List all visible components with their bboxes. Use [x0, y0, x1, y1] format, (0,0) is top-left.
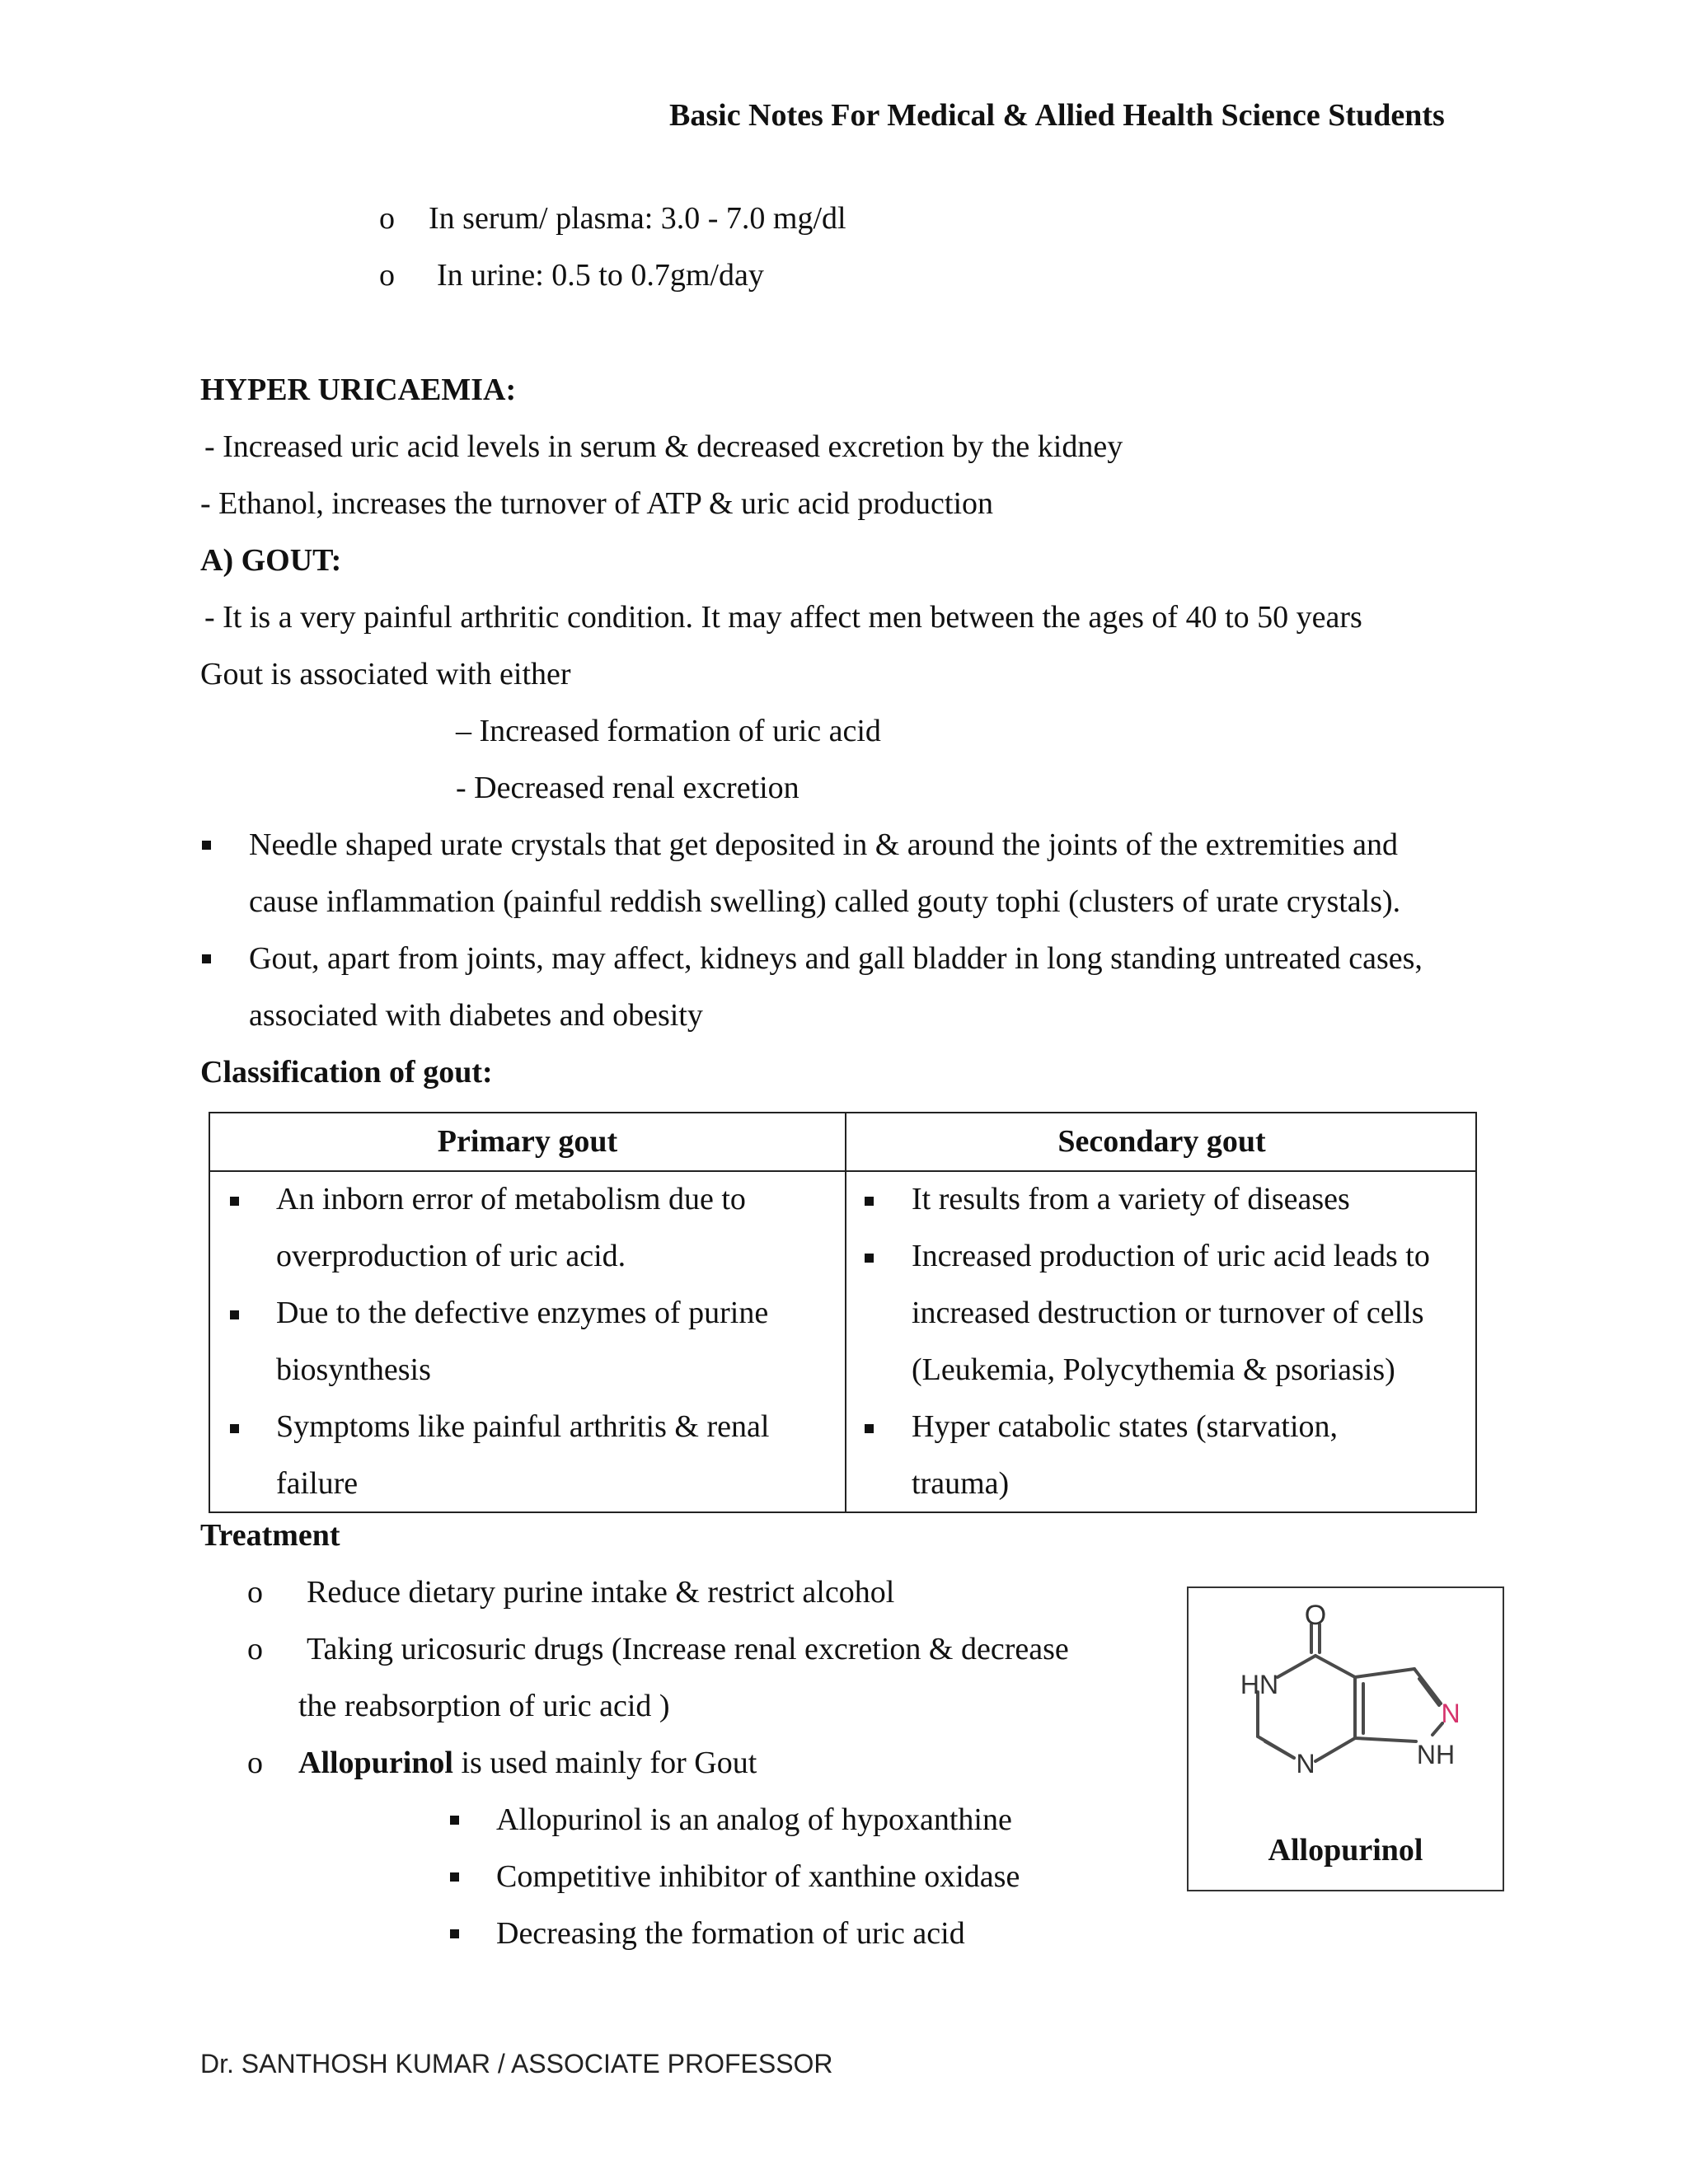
secondary-gout-header: Secondary gout: [1057, 1124, 1266, 1159]
square-bullet-icon: [202, 841, 211, 850]
secondary-gout-line: Hyper catabolic states (starvation,: [912, 1409, 1339, 1444]
treatment-heading: Treatment: [200, 1518, 340, 1553]
secondary-gout-line: (Leukemia, Polycythemia & psoriasis): [912, 1352, 1395, 1387]
nh-atom-label: NH: [1416, 1740, 1456, 1769]
secondary-gout-line: It results from a variety of diseases: [912, 1182, 1350, 1216]
square-bullet-icon: [450, 1872, 459, 1882]
treatment-item: Taking uricosuric drugs (Increase renal excretion & decrease: [307, 1632, 1069, 1666]
square-bullet-icon: [865, 1254, 874, 1263]
page-header: Basic Notes For Medical & Allied Health Science Students: [669, 98, 1445, 133]
gout-bullet-line: Needle shaped urate crystals that get deposited in & around the joints of the extremities and: [249, 827, 1398, 862]
square-bullet-icon: [230, 1310, 239, 1319]
gout-cause: – Increased formation of uric acid: [456, 714, 881, 748]
circle-bullet-icon: o: [379, 201, 395, 236]
gout-line: - It is a very painful arthritic condition. It may affect men between the ages of 40 to 50 years: [204, 600, 1362, 635]
gout-bullet-line: Gout, apart from joints, may affect, kidneys and gall bladder in long standing untreated cases,: [249, 941, 1423, 976]
allopurinol-sub-item: Allopurinol is an analog of hypoxanthine: [496, 1802, 1012, 1837]
allopurinol-bold: Allopurinol: [298, 1746, 453, 1780]
allopurinol-figure: [1187, 1586, 1504, 1891]
primary-gout-line: Due to the defective enzymes of purine: [276, 1296, 769, 1330]
classification-heading: Classification of gout:: [200, 1055, 493, 1090]
gout-bullet-line: associated with diabetes and obesity: [249, 998, 703, 1033]
primary-gout-line: An inborn error of metabolism due to: [276, 1182, 746, 1216]
primary-gout-line: Symptoms like painful arthritis & renal: [276, 1409, 770, 1444]
normal-value-urine: In urine: 0.5 to 0.7gm/day: [437, 258, 764, 293]
square-bullet-icon: [230, 1424, 239, 1433]
page-footer: Dr. SANTHOSH KUMAR / ASSOCIATE PROFESSOR: [200, 2049, 833, 2079]
secondary-gout-line: increased destruction or turnover of cells: [912, 1296, 1424, 1330]
normal-value-serum: In serum/ plasma: 3.0 - 7.0 mg/dl: [429, 201, 846, 236]
hyper-line: - Ethanol, increases the turnover of ATP & uric acid production: [200, 486, 994, 521]
oxygen-atom-label: O: [1304, 1600, 1327, 1631]
square-bullet-icon: [202, 954, 211, 963]
hyper-uricaemia-heading: HYPER URICAEMIA:: [200, 373, 517, 407]
square-bullet-icon: [865, 1197, 874, 1206]
square-bullet-icon: [450, 1929, 459, 1938]
gout-bullet-line: cause inflammation (painful reddish swelling) called gouty tophi (clusters of urate crystals).: [249, 884, 1401, 919]
circle-bullet-icon: o: [247, 1632, 263, 1666]
primary-gout-line: overproduction of uric acid.: [276, 1239, 626, 1273]
treatment-item: Reduce dietary purine intake & restrict alcohol: [307, 1575, 895, 1610]
primary-gout-header: Primary gout: [437, 1124, 618, 1159]
allopurinol-item: [298, 1734, 757, 1792]
square-bullet-icon: [865, 1424, 874, 1433]
figure-caption: Allopurinol: [1268, 1833, 1423, 1868]
pyrazole-nitrogen-label: N: [1441, 1699, 1461, 1728]
circle-bullet-icon: o: [247, 1746, 263, 1780]
secondary-gout-line: Increased production of uric acid leads to: [912, 1239, 1430, 1273]
ring-nitrogen-label: N: [1296, 1749, 1315, 1779]
hn-atom-label: HN: [1240, 1670, 1279, 1699]
hyper-line: - Increased uric acid levels in serum & decreased excretion by the kidney: [204, 429, 1123, 464]
circle-bullet-icon: o: [247, 1575, 263, 1610]
square-bullet-icon: [450, 1816, 459, 1825]
square-bullet-icon: [230, 1197, 239, 1206]
gout-cause: - Decreased renal excretion: [456, 771, 799, 805]
gout-heading: A) GOUT:: [200, 543, 342, 578]
circle-bullet-icon: o: [379, 258, 395, 293]
secondary-gout-line: trauma): [912, 1466, 1010, 1501]
primary-gout-line: failure: [276, 1466, 359, 1501]
allopurinol-sub-item: Competitive inhibitor of xanthine oxidase: [496, 1859, 1020, 1894]
allopurinol-sub-item: Decreasing the formation of uric acid: [496, 1916, 965, 1951]
primary-gout-line: biosynthesis: [276, 1352, 431, 1387]
treatment-item: the reabsorption of uric acid ): [298, 1689, 670, 1723]
gout-line: Gout is associated with either: [200, 657, 571, 691]
classification-table: [209, 1112, 1477, 1513]
table-column-divider: [845, 1113, 846, 1511]
allopurinol-rest: is used mainly for Gout: [452, 1746, 757, 1780]
allopurinol-structure-diagram: [1189, 1588, 1503, 1827]
